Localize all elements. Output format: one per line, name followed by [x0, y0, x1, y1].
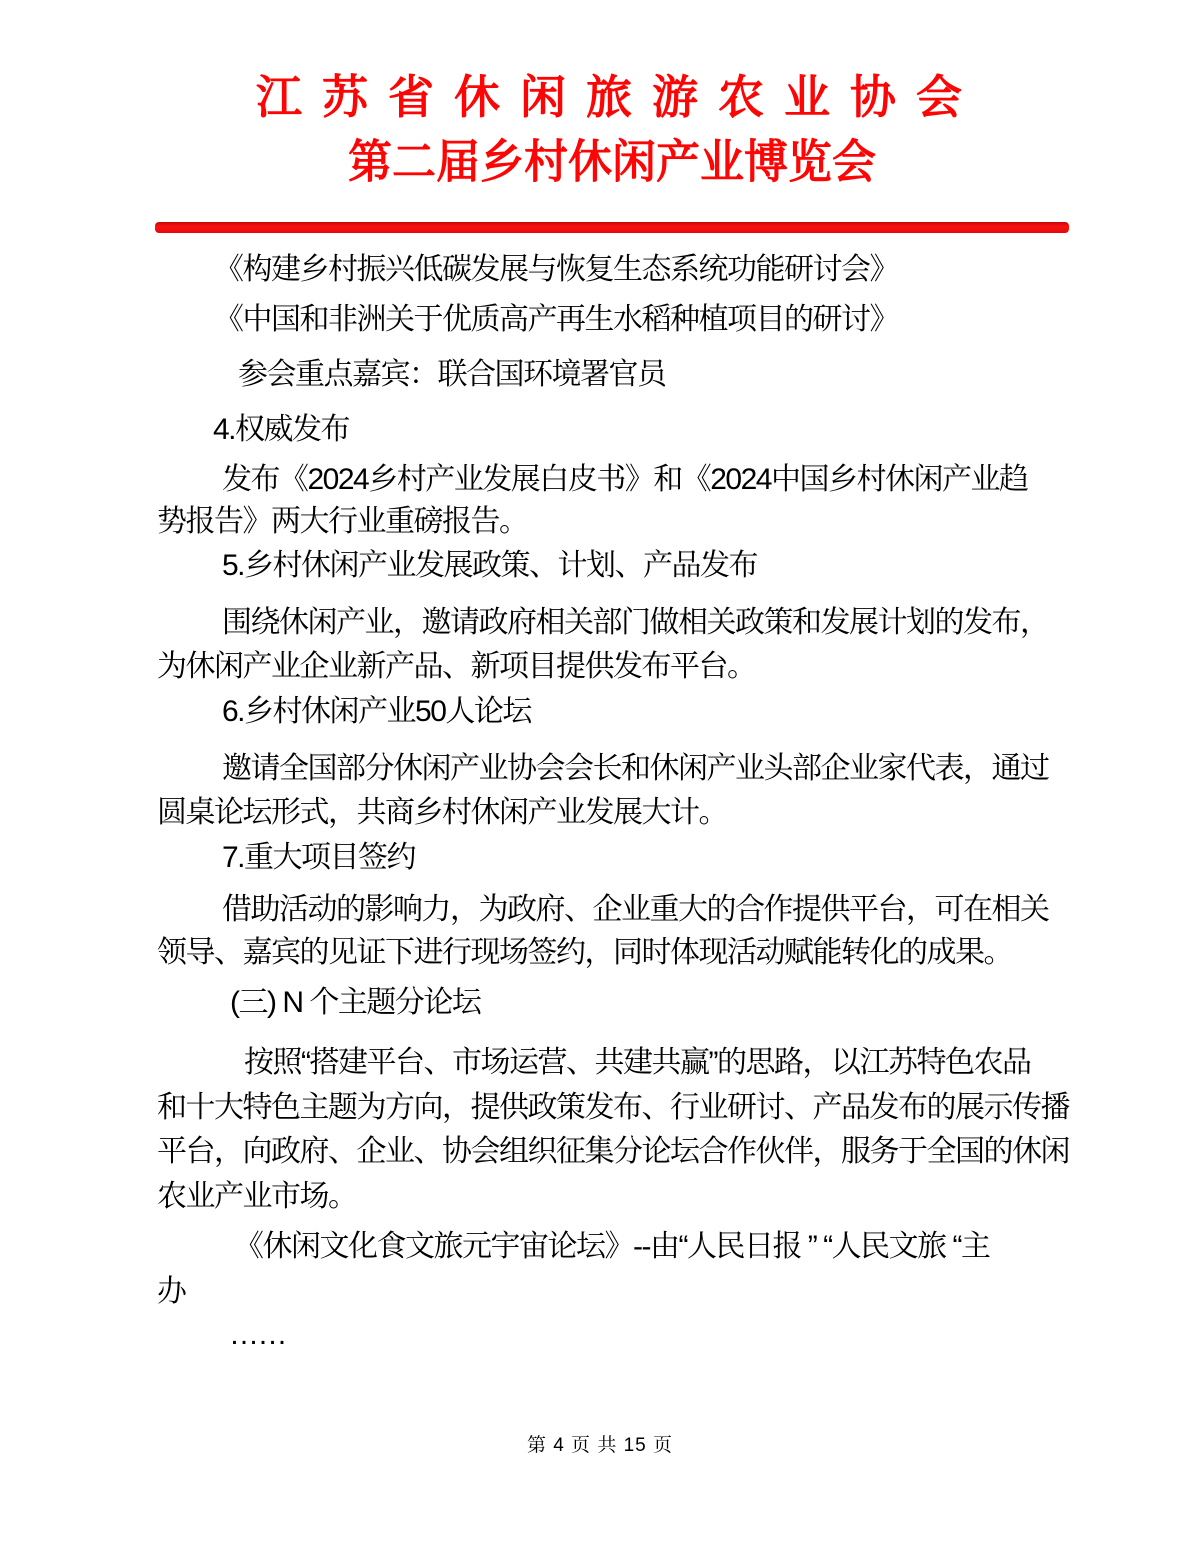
paragraph-line: 圆桌论坛形式，共商乡村休闲产业发展大计。	[157, 796, 727, 829]
page-number-footer: 第 4 页 共 15 页	[526, 1435, 674, 1456]
seminar-item-line: 《中国和非洲关于优质高产再生水稻种植项目的研讨》	[214, 303, 898, 336]
paragraph-line: 借助活动的影响力，为政府、企业重大的合作提供平台，可在相关	[222, 893, 1049, 926]
event-title: 第二届乡村休闲产业博览会	[348, 137, 876, 188]
heading-item-4: 4.权威发布	[213, 413, 350, 446]
paragraph-line: 势报告》两大行业重磅报告。	[157, 505, 528, 538]
heading-section-3: (三) N 个主题分论坛	[230, 986, 481, 1019]
paragraph-line: 围绕休闲产业，邀请政府相关部门做相关政策和发展计划的发布，	[222, 606, 1049, 639]
org-title: 江苏省休闲旅游农业协会	[256, 71, 982, 123]
paragraph-line: 领导、嘉宾的见证下进行现场签约，同时体现活动赋能转化的成果。	[157, 936, 1012, 969]
paragraph-line: 和十大特色主题为方向，提供政策发布、行业研讨、产品发布的展示传播	[157, 1091, 1069, 1124]
heading-item-6: 6.乡村休闲产业50人论坛	[222, 695, 531, 728]
seminar-item-line: 《构建乡村振兴低碳发展与恢复生态系统功能研讨会》	[214, 253, 898, 286]
forum-item-line: 《休闲文化食文旅元宇宙论坛》--由“人民日报 ” “人民文旅 “主	[234, 1230, 990, 1263]
paragraph-line: 按照“搭建平台、市场运营、共建共赢”的思路，以江苏特色农品	[244, 1046, 1031, 1079]
paragraph-line: 为休闲产业企业新产品、新项目提供发布平台。	[157, 650, 756, 683]
key-guests-line: 参会重点嘉宾：联合国环境署官员	[238, 358, 666, 391]
heading-item-5: 5.乡村休闲产业发展政策、计划、产品发布	[222, 549, 758, 582]
paragraph-line: 邀请全国部分休闲产业协会会长和休闲产业头部企业家代表，通过	[222, 752, 1049, 785]
ellipsis-line: ……	[229, 1318, 286, 1351]
heading-item-7: 7.重大项目签约	[222, 841, 416, 874]
red-divider-rule	[155, 222, 1069, 233]
paragraph-line: 发布《2024乡村产业发展白皮书》和《2024中国乡村休闲产业趋	[222, 463, 1028, 496]
paragraph-line: 平台，向政府、企业、协会组织征集分论坛合作伙伴，服务于全国的休闲	[157, 1135, 1069, 1168]
paragraph-line: 农业产业市场。	[157, 1180, 357, 1213]
paragraph-line: 办	[157, 1275, 186, 1308]
